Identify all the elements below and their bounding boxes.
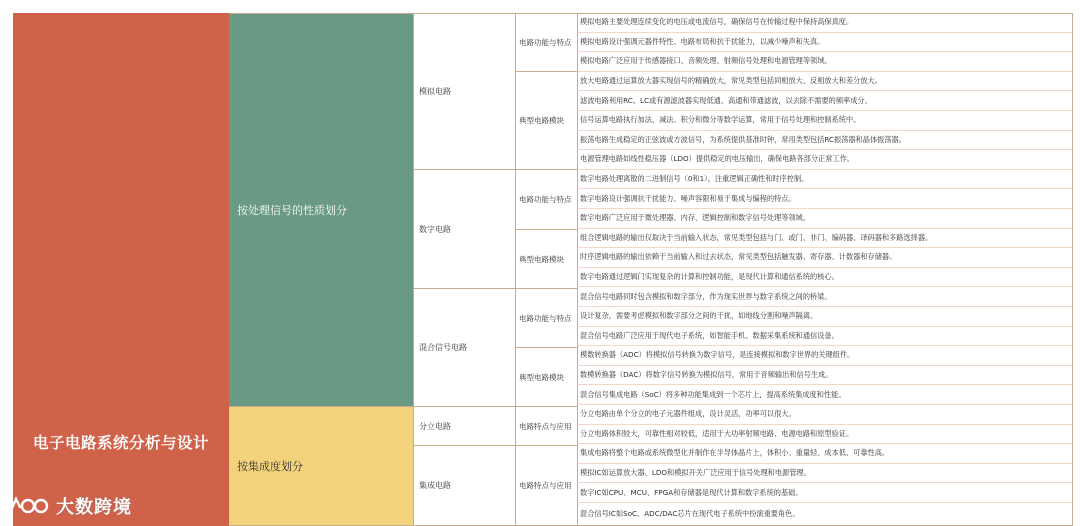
detail-row	[577, 346, 1073, 366]
detail-row	[577, 483, 1073, 503]
detail-text: 混合信号电路广泛应用于现代电子系统，如智能手机、数据采集系统和通信设备。	[580, 330, 839, 340]
top-border	[229, 13, 1073, 14]
aspect-cell	[515, 170, 577, 230]
aspect-cell	[515, 72, 577, 170]
detail-row	[577, 268, 1073, 288]
watermark-logo-icon	[6, 495, 50, 517]
detail-row	[577, 91, 1073, 111]
root-node	[13, 13, 230, 526]
detail-row	[577, 170, 1073, 190]
aspect-cell	[515, 230, 577, 289]
aspect-label: 电路功能与特点	[519, 195, 572, 204]
detail-text: 组合逻辑电路的输出仅取决于当前输入状态，常见类型包括与门、或门、非门、编码器、译码器和多路选择器。	[580, 232, 933, 242]
detail-text: 模拟IC如运算放大器、LDO和模拟开关广泛应用于信号处理和电源管理。	[580, 468, 811, 478]
detail-text: 模数转换器（ADC）将模拟信号转换为数字信号，是连接模拟和数字世界的关键组件。	[580, 350, 855, 360]
subcategory-label: 数字电路	[419, 224, 451, 234]
detail-row	[577, 287, 1073, 307]
aspect-cell	[515, 446, 577, 526]
aspect-label: 电路特点与应用	[519, 481, 572, 490]
detail-row	[577, 405, 1073, 425]
detail-text: 模拟电路设计强调元器件特性、电路布局和抗干扰能力，以减少噪声和失真。	[580, 36, 825, 46]
detail-row	[577, 189, 1073, 209]
category-integration	[229, 407, 413, 526]
detail-text: 模拟电路广泛应用于传感器接口、音频处理、射频信号处理和电源管理等领域。	[580, 56, 832, 66]
detail-text: 集成电路将整个电路或系统微型化并制作在半导体晶片上，体积小、重量轻、成本低、可靠性高。	[580, 448, 890, 458]
aspect-cell	[515, 348, 577, 407]
watermark	[6, 494, 132, 518]
subcategory-digital	[413, 170, 515, 289]
detail-text: 电源管理电路如线性稳压器（LDO）提供稳定的电压输出，确保电路各部分正常工作。	[580, 154, 854, 164]
subcategory-label: 集成电路	[419, 481, 451, 490]
aspect-cell	[515, 289, 577, 348]
detail-row	[577, 111, 1073, 131]
subcategory-label: 混合信号电路	[419, 343, 467, 352]
detail-text: 放大电路通过运算放大器实现信号的精确放大，常见类型包括同相放大、反相放大和差分放大。	[580, 76, 882, 86]
detail-text: 混合信号集成电路（SoC）将多种功能集成到一个芯片上，提高系统集成度和性能。	[580, 389, 846, 399]
detail-row	[577, 366, 1073, 386]
category-signal-nature	[229, 13, 413, 407]
aspect-label: 电路特点与应用	[519, 421, 572, 431]
detail-row	[577, 444, 1073, 464]
aspect-label: 典型电路模块	[519, 254, 564, 264]
detail-row	[577, 72, 1073, 92]
detail-row	[577, 503, 1073, 526]
subcategory-mixed-signal	[413, 289, 515, 407]
detail-row	[577, 13, 1073, 33]
detail-text: 设计复杂，需要考虑模拟和数字部分之间的干扰，如地线分割和噪声隔离。	[580, 311, 818, 321]
detail-text: 混合信号IC如SoC、ADC/DAC芯片在现代电子系统中扮演重要角色。	[580, 509, 800, 518]
detail-row	[577, 327, 1073, 347]
detail-row	[577, 464, 1073, 484]
detail-row	[577, 385, 1073, 405]
root-title: 电子电路系统分析与设计	[32, 434, 209, 452]
subcategory-label: 模拟电路	[419, 86, 451, 96]
detail-text: 数字电路处理离散的二进制信号（0和1），注重逻辑正确性和时序控制。	[580, 174, 809, 184]
subcategory-discrete	[413, 407, 515, 446]
detail-text: 数字电路通过逻辑门实现复杂的计算和控制功能，是现代计算和通信系统的核心。	[580, 272, 839, 282]
category-label: 按集成度划分	[237, 460, 303, 473]
detail-row	[577, 425, 1073, 445]
detail-text: 信号运算电路执行加法、减法、积分和微分等数学运算，常用于信号处理和控制系统中。	[580, 115, 861, 125]
detail-text: 数字IC如CPU、MCU、FPGA和存储器是现代计算和数字系统的基础。	[580, 487, 803, 497]
aspect-label: 典型电路模块	[519, 116, 564, 125]
detail-text: 数模转换器（DAC）将数字信号转换为模拟信号，常用于音频输出和信号生成。	[580, 370, 833, 380]
detail-row	[577, 209, 1073, 229]
detail-row	[577, 150, 1073, 170]
detail-text: 分立电路由单个分立的电子元器件组成，设计灵活，功率可以很大。	[580, 409, 796, 419]
detail-text: 数字电路设计强调抗干扰能力、噪声容限和易于集成与编程的特点。	[580, 193, 796, 203]
detail-text: 混合信号电路同时包含模拟和数字部分，作为现实世界与数字系统之间的桥梁。	[580, 291, 832, 301]
detail-row	[577, 52, 1073, 72]
detail-row	[577, 307, 1073, 327]
detail-text: 滤波电路利用RC、LC或有源滤波器实现低通、高通和带通滤波，以去除不需要的频率成分。	[580, 95, 872, 105]
detail-text: 时序逻辑电路的输出依赖于当前输入和过去状态，常见类型包括触发器、寄存器、计数器和存储器。	[580, 252, 897, 262]
subcategory-analog	[413, 13, 515, 170]
subcategory-label: 分立电路	[419, 421, 451, 431]
subcategory-integrated	[413, 446, 515, 526]
watermark-text: 大数跨境	[56, 497, 132, 518]
aspect-label: 电路功能与特点	[519, 313, 572, 323]
detail-text: 分立电路体积较大，可靠性相对较低，适用于大功率射频电路、电源电路和原型验证。	[580, 428, 854, 438]
detail-row	[577, 248, 1073, 268]
category-label: 按处理信号的性质划分	[237, 203, 347, 217]
detail-row	[577, 33, 1073, 53]
aspect-cell	[515, 407, 577, 446]
detail-row	[577, 229, 1073, 249]
aspect-label: 电路功能与特点	[519, 37, 572, 47]
detail-row	[577, 131, 1073, 151]
detail-text: 数字电路广泛应用于微处理器、内存、逻辑控制和数字信号处理等领域。	[580, 213, 811, 223]
detail-text: 振荡电路生成稳定的正弦波或方波信号，为系统提供基准时钟，常用类型包括RC振荡器和晶体振荡器。	[580, 134, 906, 144]
detail-text: 模拟电路主要处理连续变化的电压或电流信号，确保信号在传输过程中保持高保真度。	[580, 17, 854, 27]
right-border	[1072, 13, 1073, 526]
aspect-cell	[515, 13, 577, 72]
aspect-label: 典型电路模块	[519, 372, 564, 382]
